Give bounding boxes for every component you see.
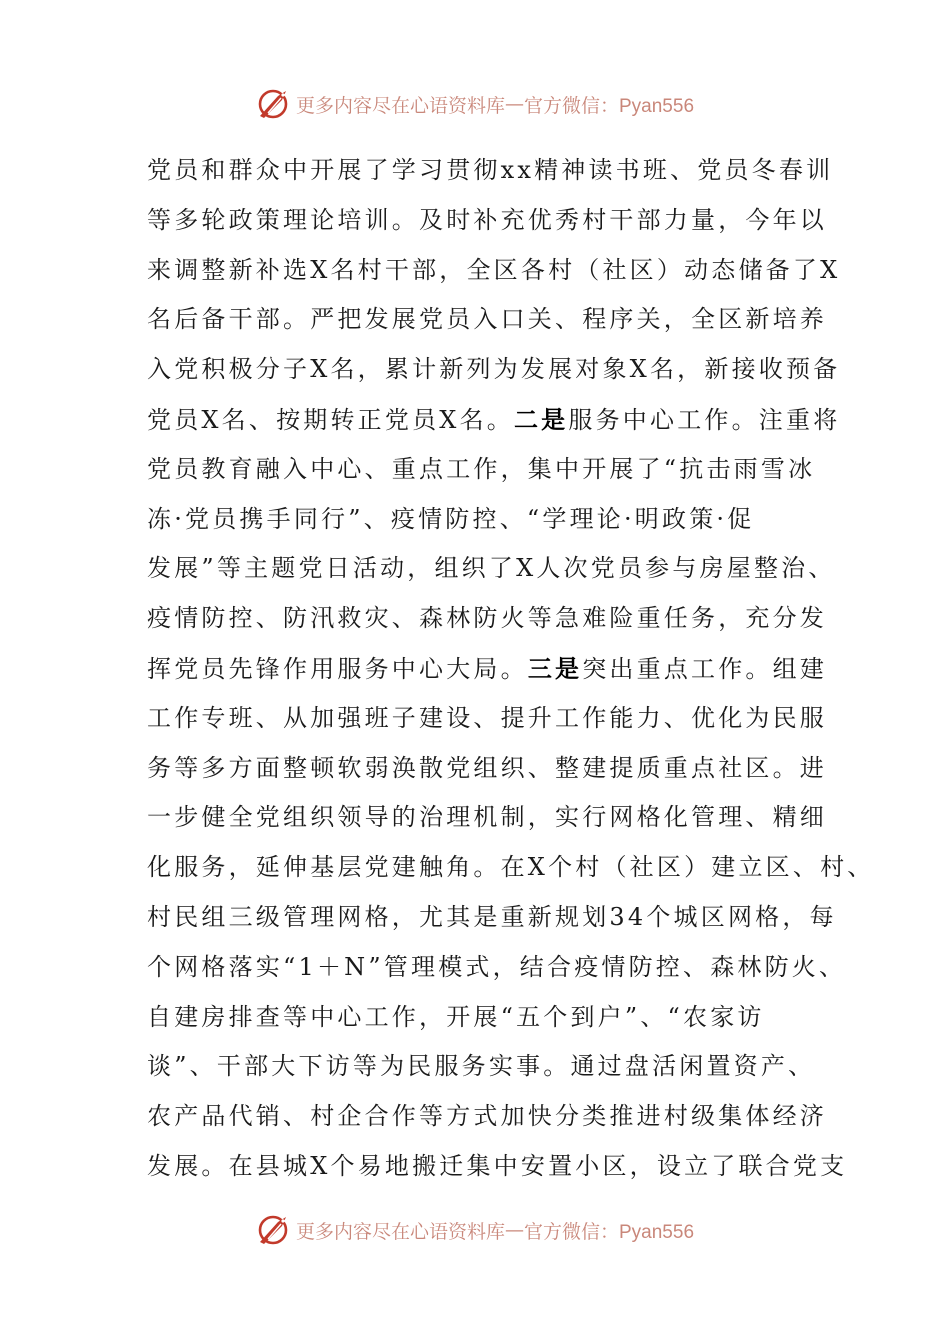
text-line xyxy=(147,295,847,345)
text-segment: 农产品代销、村企合作等方式加快分类推进村级集体经济 xyxy=(147,1102,827,1131)
text-line xyxy=(147,744,847,794)
text-line xyxy=(147,793,847,843)
text-line xyxy=(147,993,847,1043)
banner-separator: — xyxy=(505,1219,524,1241)
text-segment: 发展。在县城X个易地搬迁集中安置小区，设立了联合党支 xyxy=(147,1151,848,1180)
text-segment: 个网格落实“1＋N”管理模式，结合疫情防控、森林防火、 xyxy=(147,952,847,981)
pen-nib-logo-icon xyxy=(256,1212,292,1248)
bold-marker: 二是 xyxy=(513,404,569,434)
text-segment: 挥党员先锋作用服务中心大局。 xyxy=(147,654,528,683)
pen-nib-logo-icon xyxy=(256,86,292,122)
text-line xyxy=(147,445,847,495)
text-line xyxy=(147,196,847,246)
text-line xyxy=(147,345,847,395)
text-segment: 党员教育融入中心、重点工作，集中开展了“抗击雨雪冰 xyxy=(147,454,816,483)
text-line xyxy=(147,644,847,694)
text-segment: 村民组三级管理网格，尤其是重新规划34个城区网格，每 xyxy=(147,902,837,931)
footer-watermark-banner xyxy=(0,1210,950,1250)
banner-contact-text: 官方微信：Pyan556 xyxy=(524,1221,695,1243)
banner-brand-text: 更多内容尽在心语资料库 xyxy=(295,1220,505,1243)
text-segment: 名后备干部。严把发展党员入口关、程序关，全区新培养 xyxy=(147,305,827,334)
text-line xyxy=(147,246,847,296)
text-line xyxy=(147,843,875,893)
banner-separator: — xyxy=(505,93,524,115)
text-segment: 化服务，延伸基层党建触角。在X个村（社区）建立区、村、 xyxy=(147,853,875,882)
text-segment: 疫情防控、防汛救灾、森林防火等急难险重任务，充分发 xyxy=(147,604,827,633)
text-line xyxy=(147,1092,847,1142)
bold-marker: 三是 xyxy=(527,653,583,683)
text-segment: 服务中心工作。注重将 xyxy=(568,405,841,434)
text-segment: 入党积极分子X名，累计新列为发展对象X名，新接收预备 xyxy=(147,355,841,384)
text-line xyxy=(147,694,847,744)
text-segment: 冻·党员携手同行”、疫情防控、“学理论·明政策·促 xyxy=(147,504,755,533)
text-segment: 来调整新补选X名村干部，全区各村（社区）动态储备了X xyxy=(147,255,841,284)
text-line xyxy=(147,943,847,993)
text-segment: 谈”、干部大下访等为民服务实事。通过盘活闲置资产、 xyxy=(147,1052,816,1081)
text-line xyxy=(147,1042,847,1092)
text-line xyxy=(147,893,847,943)
text-segment: 务等多方面整顿软弱涣散党组织、整建提质重点社区。进 xyxy=(147,753,827,782)
text-segment: 自建房排查等中心工作，开展“五个到户”、“农家访 xyxy=(147,1002,765,1031)
text-line xyxy=(147,594,847,644)
text-line xyxy=(147,495,847,545)
text-line xyxy=(147,1142,847,1192)
text-segment: 一步健全党组织领导的治理机制，实行网格化管理、精细 xyxy=(147,803,827,832)
banner-brand-text: 更多内容尽在心语资料库 xyxy=(295,94,505,117)
header-watermark-banner xyxy=(0,84,950,124)
text-segment: 发展”等主题党日活动，组织了X人次党员参与房屋整治、 xyxy=(147,554,836,583)
banner-contact-text: 官方微信：Pyan556 xyxy=(524,95,695,117)
text-segment: 等多轮政策理论培训。及时补充优秀村干部力量，今年以 xyxy=(147,205,827,234)
body-paragraph xyxy=(147,146,875,1192)
text-segment: 工作专班、从加强班子建设、提升工作能力、优化为民服 xyxy=(147,703,827,732)
text-line xyxy=(147,395,847,445)
text-segment: 党员X名、按期转正党员X名。 xyxy=(147,405,514,434)
text-line xyxy=(147,146,847,196)
text-segment: 党员和群众中开展了学习贯彻xx精神读书班、党员冬春训 xyxy=(147,156,834,184)
text-segment: 突出重点工作。组建 xyxy=(582,654,828,683)
text-line xyxy=(147,544,847,594)
